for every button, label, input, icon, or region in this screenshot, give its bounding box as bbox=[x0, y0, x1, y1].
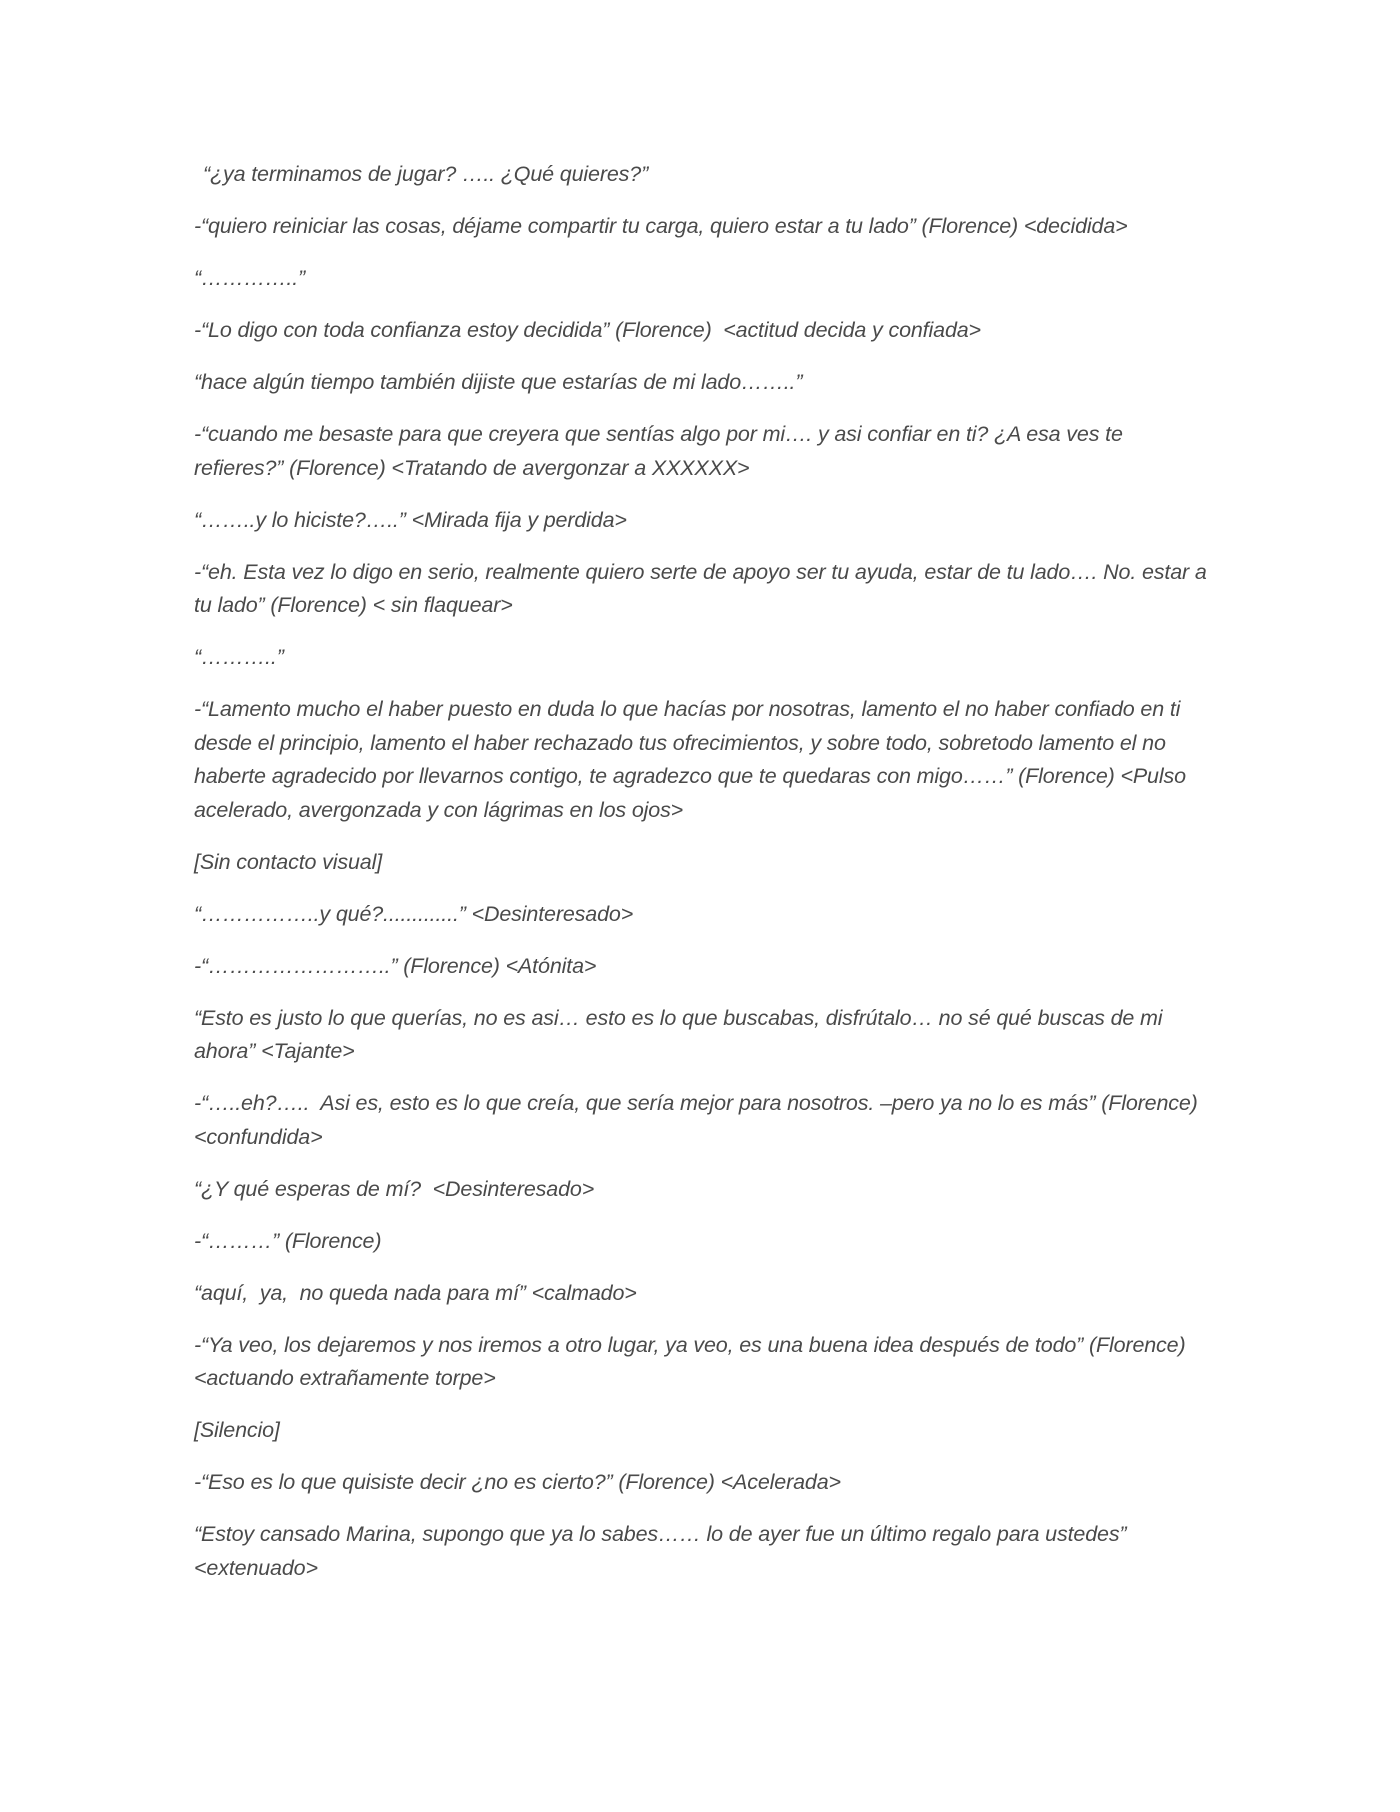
dialogue-line: “……………..y qué?.............” <Desinteresado> bbox=[194, 901, 634, 926]
dialogue-line: -“……………………..” (Florence) <Atónita> bbox=[194, 953, 597, 978]
dialogue-line: “Esto es justo lo que querías, no es asi… esto es lo que buscabas, disfrútalo… no sé qué buscas de mi ahora” <Tajante> bbox=[194, 1005, 1169, 1063]
dialogue-line: -“cuando me besaste para que creyera que sentías algo por mi…. y asi confiar en ti? ¿A esa ves te refieres?” (Florence) <Tratando de avergonzar a XXXXXX> bbox=[194, 422, 1129, 480]
dialogue-line: “……..y lo hiciste?…..” <Mirada fija y perdida> bbox=[194, 507, 627, 532]
dialogue-line: “¿ya terminamos de jugar? ….. ¿Qué quieres?” bbox=[203, 162, 649, 186]
dialogue-line: “hace algún tiempo también dijiste que estarías de mi lado……..” bbox=[194, 370, 803, 394]
dialogue-line: -“eh. Esta vez lo digo en serio, realmente quiero serte de apoyo ser tu ayuda, estar de tu lado…. No. estar a tu lado” (Florence) < sin flaquear> bbox=[194, 559, 1213, 617]
dialogue-line: -“Ya veo, los dejaremos y nos iremos a otro lugar, ya veo, es una buena idea después de todo” (Florence) <actuando extrañamente torpe> bbox=[194, 1332, 1192, 1390]
dialogue-line: -“quiero reiniciar las cosas, déjame compartir tu carga, quiero estar a tu lado” (Florence) <decidida> bbox=[194, 214, 1128, 238]
dialogue-line: “………..” bbox=[194, 645, 284, 669]
dialogue-line: -“Lamento mucho el haber puesto en duda lo que hacías por nosotras, lamento el no haber confiado en ti desde el principio, lamento el haber rechazado tus ofrecimientos, y sobre todo, sobretodo lamento el no haberte agradecido por llevarnos contigo, te agradezco que te quedaras con migo……” (Florence) <Pulso acelerado, avergonzada y con lágrimas en los ojos> bbox=[194, 697, 1192, 822]
dialogue-line: “…………..” bbox=[194, 266, 306, 290]
stage-direction: [Silencio] bbox=[194, 1418, 280, 1442]
dialogue-line: -“Eso es lo que quisiste decir ¿no es cierto?” (Florence) <Acelerada> bbox=[194, 1470, 841, 1494]
dialogue-line: “aquí, ya, no queda nada para mí” <calmado> bbox=[194, 1280, 637, 1305]
dialogue-line: “¿Y qué esperas de mí? <Desinteresado> bbox=[194, 1176, 595, 1201]
document-body bbox=[194, 158, 1214, 1604]
stage-direction: [Sin contacto visual] bbox=[194, 849, 383, 874]
dialogue-line: -“…..eh?….. Asi es, esto es lo que creía, que sería mejor para nosotros. –pero ya no lo es más” (Florence) <confundida> bbox=[194, 1091, 1204, 1149]
dialogue-line: “Estoy cansado Marina, supongo que ya lo sabes…… lo de ayer fue un último regalo para ustedes” <extenuado> bbox=[194, 1522, 1133, 1580]
dialogue-line: -“………” (Florence) bbox=[194, 1228, 382, 1253]
dialogue-line: -“Lo digo con toda confianza estoy decidida” (Florence) <actitud decida y confiada> bbox=[194, 318, 981, 342]
